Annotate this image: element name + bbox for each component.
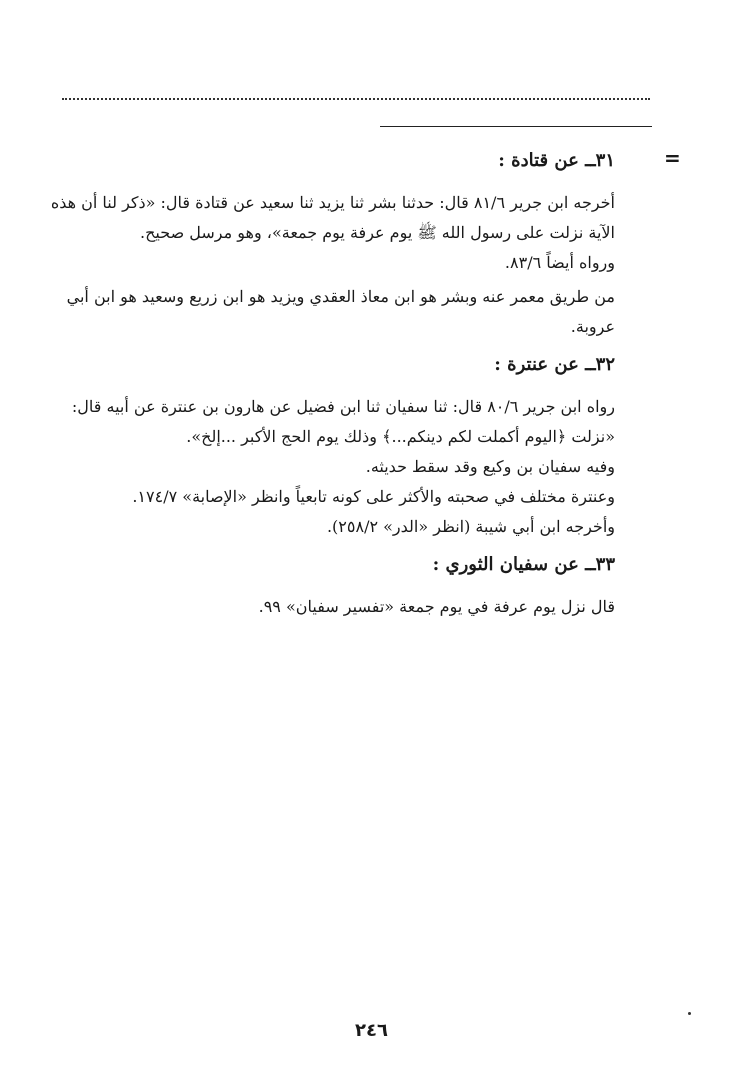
paragraph: وأخرجه ابن أبي شيبة (انظر «الدر» ٢٥٨/٢).: [326, 517, 615, 536]
section-32: [50, 350, 615, 542]
section-heading: [50, 146, 615, 176]
paragraph: وعنترة مختلف في صحبته والأكثر على كونه تابعياً وانظر «الإصابة» ١٧٤/٧.: [132, 487, 615, 506]
section-title: عن عنترة :: [494, 354, 579, 375]
paragraph: أخرجه ابن جرير ٨١/٦ قال: حدثنا بشر ثنا يزيد ثنا سعيد عن قتادة قال: «ذكر لنا أن هذه الآية نزلت على رسول الله ﷺ يوم عرفة يوم جمعة»، وهو مرسل صحيح.: [50, 193, 615, 242]
paragraph: وفيه سفيان بن وكيع وقد سقط حديثه.: [365, 457, 615, 476]
section-title: عن قتادة :: [498, 150, 579, 171]
dotted-separator: [62, 98, 650, 100]
section-heading: [50, 350, 615, 380]
section-number: ٣٣ــ: [585, 554, 615, 575]
section-title: عن سفيان الثوري :: [432, 554, 579, 575]
paragraph: رواه ابن جرير ٨٠/٦ قال: ثنا سفيان ثنا ابن فضيل عن هارون بن عنترة عن أبيه قال: «نزلت ﴿اليوم أكملت لكم دينكم...﴾ وذلك يوم الحج الأكبر ...إلخ».: [71, 397, 615, 446]
margin-equals-mark: =: [664, 146, 681, 170]
document-body: [50, 140, 615, 630]
paragraph: من طريق معمر عنه وبشر هو ابن معاذ العقدي ويزيد هو ابن زريع وسعيد هو ابن أبي عروبة.: [66, 287, 615, 336]
section-heading: [50, 550, 615, 580]
page-number: ٢٤٦: [355, 1020, 388, 1041]
section-number: ٣٢ــ: [585, 354, 615, 375]
solid-separator: [380, 126, 652, 127]
scan-speck: [688, 1012, 691, 1015]
section-31: [50, 146, 615, 342]
section-number: ٣١ــ: [585, 150, 615, 171]
section-33: [50, 550, 615, 622]
paragraph: قال نزل يوم عرفة في يوم جمعة «تفسير سفيان» ٩٩.: [258, 597, 615, 616]
paragraph: ورواه أيضاً ٨٣/٦.: [504, 253, 615, 272]
